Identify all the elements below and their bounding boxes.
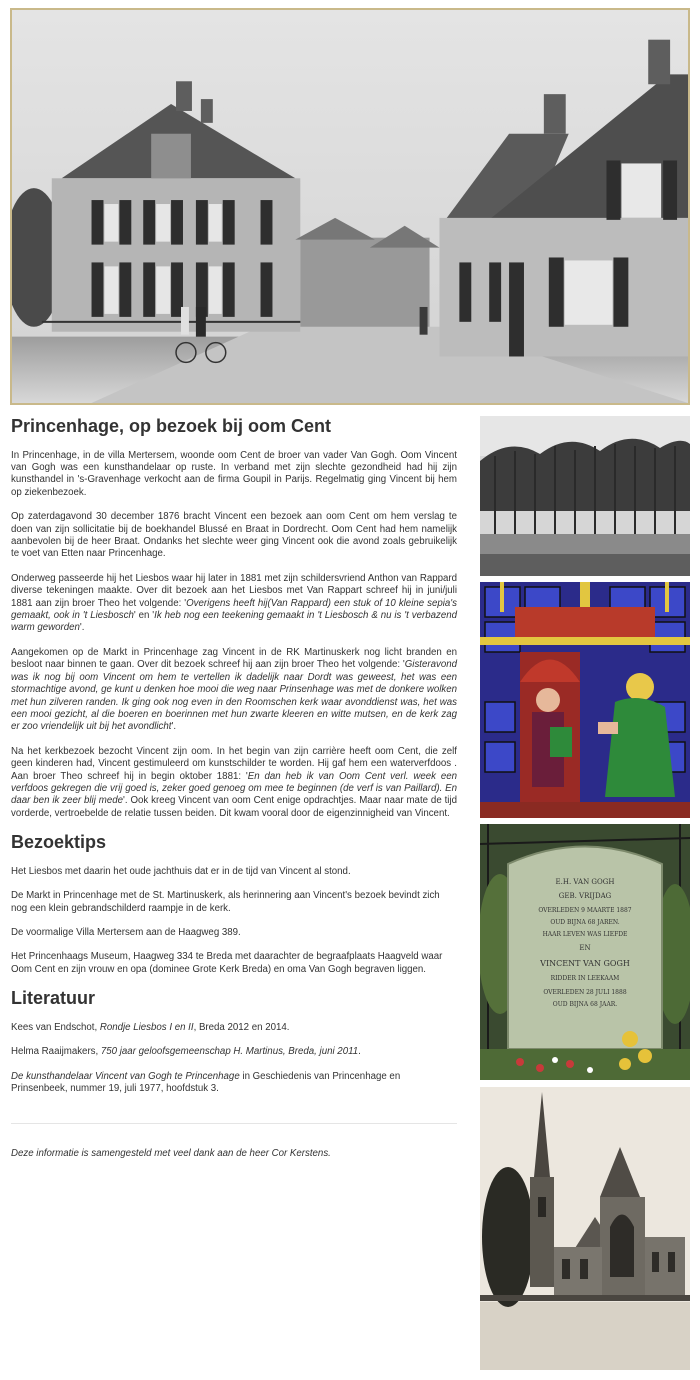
- gravestone-line: OVERLEDEN 28 JULI 1888: [543, 989, 627, 996]
- gravestone-line: RIDDER IN LEEKAAM: [550, 975, 620, 982]
- section-heading-tips: Bezoektips: [11, 832, 107, 853]
- article-paragraph: Onderweg passeerde hij het Liesbos waar hij later in 1881 met zijn schildersvriend Anthon van Rappard diverse tekeningen maakte. Over dit bezoek aan het Liesbos met Van Rappart schreef hij in juni/juli 1881 aan zijn broer Theo het volgende: 'Overigens heeft hij(Van Rappard) een stuk of 10 kleine sepia's gemaakt, ook in 't Liesbosch' en 'Ik heb nog een teekening gemaakt in 't Liesbosch & nu is 't verbazend warm geworden'.: [11, 572, 457, 634]
- gravestone-photo: [480, 824, 690, 1080]
- article-paragraph: Aangekomen op de Markt in Princenhage zag Vincent in de RK Martinuskerk nog licht branden en besloot naar binnen te gaan. Over dit bezoek schreef hij aan zijn broer Theo het volgende: 'Gisteravond was ik nog bij oom Vincent om hem te vertellen ik dadelijk naar Dordt was geweest, het was een stormachtige avond, ge kunt u denken hoe mooi die weg naar Prinsenhage was met de donkere wolken met hun zilveren randen. Ik ging ook nog even in den Roomschen kerk waar avonddienst was, het was een mooi gezicht, al die boeren en boerinnen met hun zwarte kleeren en witte mutsen, en de kerk zag er zoo vriendelijk uit bij het avondlicht'.: [11, 646, 457, 733]
- gravestone-line: HAAR LEVEN WAS LIEFDE: [542, 931, 628, 938]
- tip-item: Het Liesbos met daarin het oude jachthuis dat er in de tijd van Vincent al stond.: [11, 865, 351, 877]
- article-content: [11, 412, 457, 1173]
- divider: [11, 1123, 457, 1124]
- footer-note: Deze informatie is samengesteld met veel dank aan de heer Cor Kerstens.: [11, 1148, 331, 1160]
- church-photo: [480, 1087, 690, 1370]
- tip-item: Het Princenhaags Museum, Haagweg 334 te Breda met daarachter de begraafplaats Haagveld waar Oom Cent en zijn vrouw en opa (dominee Grote Kerk Breda) en oma Van Gogh begraven liggen.: [11, 951, 443, 975]
- article-paragraph: In Princenhage, in de villa Mertersem, woonde oom Cent de broer van vader Van Gogh. Oom Vincent van Gogh was een kunsthandelaar op ruste. In verband met zijn slechte gezondheid had hij zijn kunsthandel in 's-Gravenhage verkocht aan de firma Goupil in Parijs. Regelmatig ging Vincent bij hem op ziekenbezoek.: [11, 449, 457, 498]
- page-title: Princenhage, op bezoek bij oom Cent: [11, 416, 332, 436]
- gravestone-line: OVERLEDEN 9 MAARTE 1887: [538, 907, 632, 914]
- article-paragraph: Na het kerkbezoek bezocht Vincent zijn oom. In het begin van zijn carrière heeft oom Cent, die zelf geen kinderen had, Vincent gestimuleerd om kunstschilder te worden. Hij gaf hem een waterverfdoos . Aan broer Theo schreef hij in begin oktober 1881: 'En dan heb ik van Oom Cent verl. week een verfdoos gekregen die vrij goed is, zeker goed genoeg om mee te beginnen (de verf is van Paillard). En daar ben ik zeer blij mede'. Ook kreeg Vincent van oom Cent enige opdrachtjes. Maar naar mate de tijd vorderde, vertroebelde de relatie tussen beiden. Dit kwam vooral door de eigenzinnigheid van Vincent.: [11, 745, 457, 819]
- gravestone-line: OUD BIJNA 68 JAREN.: [550, 919, 620, 926]
- literature-item: Helma Raaijmakers, 750 jaar geloofsgemeenschap H. Martinus, Breda, juni 2011.: [11, 1046, 361, 1058]
- hero-street-photo: [10, 8, 690, 405]
- gravestone-line: OUD BIJNA 68 JAAR.: [552, 1001, 618, 1008]
- literature-item: De kunsthandelaar Vincent van Gogh te Princenhage in Geschiedenis van Princenhage en Prinsenbeek, nummer 19, juli 1977, hoofdstuk 3.: [11, 1070, 401, 1094]
- literature-item: Kees van Endschot, Rondje Liesbos I en II, Breda 2012 en 2014.: [11, 1021, 290, 1033]
- section-heading-literature: Literatuur: [11, 988, 96, 1009]
- tip-item: De voormalige Villa Mertersem aan de Haagweg 389.: [11, 926, 241, 938]
- gravestone-line: EN: [579, 944, 591, 952]
- gravestone-line: VINCENT VAN GOGH: [540, 959, 630, 968]
- forest-photo: [480, 416, 690, 576]
- gravestone-line: E.H. VAN GOGH: [555, 878, 615, 886]
- tip-item: De Markt in Princenhage met de St. Martinuskerk, als herinnering aan Vincent's bezoek bevindt zich nog een klein gebrandschilderd raampje in de kerk.: [11, 890, 440, 914]
- stained-glass-photo: [480, 582, 690, 818]
- gravestone-line: GEB. VRIJDAG: [558, 892, 612, 900]
- article-paragraph: Op zaterdagavond 30 december 1876 bracht Vincent een bezoek aan oom Cent om hem verslag te doen van zijn sollicitatie bij de boekhandel Blussé en Braat in Dordrecht. Oom Cent had hem namelijk aanbevolen bij de heer Braat. Ondanks het slechte weer ging Vincent ook die avond zoals gebruikelijk te voet van Etten naar Princenhage.: [11, 511, 457, 560]
